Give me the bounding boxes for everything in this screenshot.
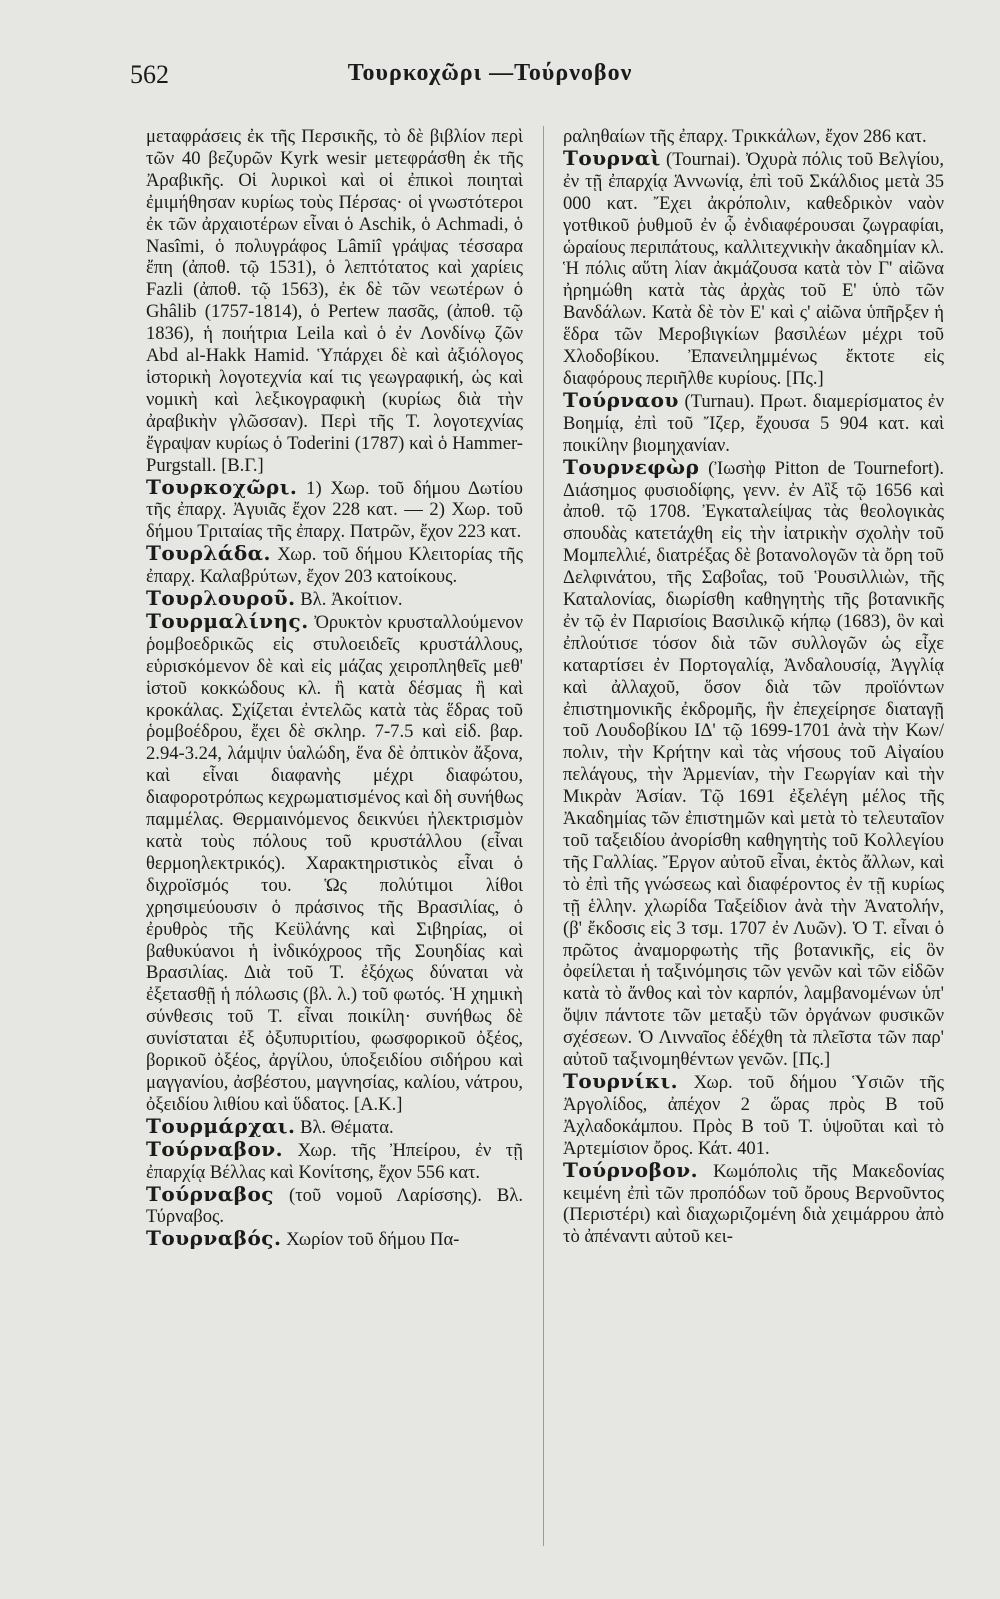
entry-text: Χωρ. τοῦ δήμου Ὑσιῶν τῆς Ἀργολίδος, ἀπέχον 2 ὥρας πρὸς Β τοῦ Ἀχλαδοκάμπου. Πρὸς Β τοῦ Τ. ὑψοῦται καὶ τὸ Ἀρτεμίσιον ὄρος. Κάτ. 401. xyxy=(563,1071,944,1159)
running-title: Τουρκοχῶρι —Τούρνοβον xyxy=(347,60,633,86)
dictionary-entry xyxy=(146,588,523,611)
dictionary-entry xyxy=(563,126,944,148)
dictionary-entry xyxy=(563,1068,944,1160)
dictionary-entry xyxy=(146,1113,523,1139)
right-column xyxy=(563,126,944,1248)
entry-headword: Τουρμάρχαι. xyxy=(146,1113,296,1138)
entry-headword: Τουρλουροῦ. xyxy=(146,586,296,611)
column-divider xyxy=(543,126,544,1546)
entry-headword: Τουρμαλίνης. xyxy=(146,608,309,633)
entry-headword: Τουρναβός. xyxy=(146,1226,282,1251)
entry-headword: Τούρναου xyxy=(563,387,679,412)
entry-headword: Τουρκοχῶρι. xyxy=(146,474,298,499)
entry-text: Βλ. Θέματα. xyxy=(295,1116,394,1138)
dictionary-entry xyxy=(146,1228,523,1251)
page-header xyxy=(130,60,850,100)
entry-text: (Tournai). Ὀχυρὰ πόλις τοῦ Βελγίου, ἐν τῇ ἐπαρχίᾳ Ἁννωνίᾳ, ἐπὶ τοῦ Σκάλδιος μετὰ 35 000 κατ. Ἔχει ἀκρόπολιν, καθεδρικὸν ναὸν γοτθικοῦ ῥυθμοῦ ἐν ᾧ ἐνδιαφέρουσαι ζωγραφίαι, ὡραίους περιπάτους, καλλιτεχνικὴν ἀκαδημίαν κλ. Ἡ πόλις αὕτη λίαν ἀκμάζουσα κατὰ τὸν Γ' αἰῶνα ἠρημώθη κατὰ τὰς ἀρχὰς τοῦ Ε' ὑπὸ τῶν Βανδάλων. Κατὰ δὲ τὸν Ε' καὶ ς' αἰῶνα ὑπῆρξεν ἡ ἕδρα τῶν Μεροβιγκίων βασιλέων μέχρι τοῦ Χλοδοβίκου. Ἐπανειλημμένως ἔκτοτε εἰς διαφόρους περιῆλθε κυρίους. [Πς.] xyxy=(563,148,944,389)
entry-headword: Τουρνίκι. xyxy=(563,1068,679,1093)
dictionary-entry xyxy=(563,1157,944,1249)
entry-text: Χωρ. τῆς Ἠπείρου, ἐν τῇ ἐπαρχίᾳ Βέλλας καὶ Κονίτσης, ἔχον 556 κατ. xyxy=(146,1139,523,1183)
entry-text: Κωμόπολις τῆς Μακεδονίας κειμένη ἐπὶ τῶν προπόδων τοῦ ὄρους Βερνοῦντος (Περιστέρι) καὶ διαχωριζομένη διὰ χειμάρρου ἀπὸ τὸ ἀπέναντι αὐτοῦ κει- xyxy=(563,1160,944,1248)
dictionary-entry xyxy=(563,454,944,1071)
dictionary-entry xyxy=(563,145,944,390)
entry-text: (Ἰωσὴφ Pitton de Tournefort). Διάσημος φυσιοδίφης, γενν. ἐν Αἲξ τῷ 1656 καὶ ἀποθ. τῷ 1708. Ἐγκαταλείψας τὰς θεολογικὰς σπουδὰς κατετάχθη εἰς τὴν ἰατρικὴν σχολὴν τοῦ Μομπελλιέ, διατρέξας δὲ βοτανολογῶν τὰ ὄρη τοῦ Δελφινάτου, τῆς Σαβοΐας, τοῦ Ῥουσιλλιὼν, τῆς Καταλονίας, διωρίσθη καθηγητὴς τῆς βοτανικῆς ἐν τῷ ἐν Παρισίοις Βασιλικῷ κήπῳ (1683), ὃν καὶ ἐπλούτισε τόσον διὰ τῶν συλλογῶν ὡς εἶχε καταρτίσει ἐν Πορτογαλίᾳ, Ἀνδαλουσίᾳ, Ἀγγλίᾳ καὶ ἀλλαχοῦ, ὅσον διὰ τῶν προϊόντων ἐπιστημονικῆς ἐκδρομῆς, ἣν ἐπεχείρησε διαταγῇ τοῦ Λουδοβίκου ΙΔ' τῷ 1699-1701 ἀνὰ τὴν Κων/πολιν, τὴν Κρήτην καὶ τὰς νήσους τοῦ Αἰγαίου πελάγους, τὴν Ἀρμενίαν, τὴν Γεωργίαν καὶ τὴν Μικρὰν Ἀσίαν. Τῷ 1691 ἐξελέγη μέλος τῆς Ἀκαδημίας τῶν ἐπιστημῶν καὶ μετὰ τὸ τελευταῖον τοῦ ταξειδίου ἀνορίσθη καθηγητὴς τοῦ Κολλεγίου τῆς Γαλλίας. Ἔργον αὐτοῦ εἶναι, ἐκτὸς ἄλλων, καὶ τὸ ἐπὶ τῆς γνώσεως καὶ διαφέροντος ἐν τῇ κυρίως τῇ ἑλλην. χλωρίδα Ταξείδιον ἀνὰ τὴν Ἀνατολήν, (β' ἔκδοσις εἰς 3 τσμ. 1707 ἐν Λυῶν). Ὁ Τ. εἶναι ὁ πρῶτος ἀναμορφωτὴς τῆς βοτανικῆς, εἰς ὃν ὀφείλεται ἡ ταξινόμησις τῶν γενῶν καὶ τῶν εἰδῶν κατὰ τὸ ἄνθος καὶ τὸν καρπόν, λαμβανομένων ὑπ' ὄψιν πάντοτε τῶν μεταξὺ τῶν ὀργάνων φυσικῶν σχέσεων. Ὁ Λινναῖος ἐδέχθη τὰ πλεῖστα τῶν παρ' αὐτοῦ ταξινομηθέντων γενῶν. [Πς.] xyxy=(563,457,944,1071)
entry-text: μεταφράσεις ἐκ τῆς Περσικῆς, τὸ δὲ βιβλίον περὶ τῶν 40 βεζυρῶν Kyrk wesir μετεφράσθη ἐκ τῆς Ἀραβικῆς. Οἱ λυρικοὶ καὶ οἱ ἐπικοὶ ποιηταὶ ἐμιμήθησαν κυρίως τοὺς Πέρσας· οἱ γνωστότεροι ἐκ τῶν ἀρχαιοτέρων εἶναι ὁ Aschik, ὁ Achmadi, ὁ Nasîmi, ὁ πολυγράφος Lâmiî γράψας τέσσαρα ἔπη (ἀποθ. τῷ 1531), ὁ λεπτότατος καὶ χαρίεις Fazli (ἀποθ. τῷ 1563), ἐκ δὲ τῶν νεωτέρων ὁ Ghâlib (1757-1814), ὁ Pertew πασᾶς, (ἀποθ. τῷ 1836), ἡ ποιήτρια Leila καὶ ὁ ἐν Λονδίνῳ ζῶν Abd al-Hakk Hamid. Ὑπάρχει δὲ καὶ ἀξιόλογος ἱστορικὴ λογοτεχνία καί τις γεωγραφική, ὡς καὶ νομικὴ καὶ λεξικογραφικὴ (κυρίως διὰ τὴν ἀραβικὴν γλῶσσαν). Περὶ τῆς Τ. λογοτεχνίας ἔγραψαν κυρίως ὁ Toderini (1787) καὶ ὁ Hammer-Purgstall. [Β.Γ.] xyxy=(146,126,523,476)
entry-text: Βλ. Ἀκοίτιον. xyxy=(295,589,403,611)
dictionary-entry xyxy=(146,543,523,588)
entry-headword: Τουρναὶ xyxy=(563,145,661,170)
dictionary-entry xyxy=(563,387,944,457)
entry-text: Χωρ. τοῦ δήμου Κλειτορίας τῆς ἐπαρχ. Καλαβρύτων, ἔχον 203 κατοίκους. xyxy=(146,544,523,588)
dictionary-entry xyxy=(146,1181,523,1229)
entry-text: Ὀρυκτὸν κρυσταλλούμενον ῥομβοεδρικῶς εἰς στυλοειδεῖς κρυστάλλους, εὑρισκόμενον δὲ καὶ εἰς μάζας χειροπληθεῖς μεθ' ἱστοῦ κοκκώδους κλ. ἢ κατὰ δέσμας ἢ καὶ κροκάλας. Σχίζεται ἐντελῶς κατὰ τὰς ἕδρας τοῦ ῥομβοέδρου, ἔχει δὲ σκληρ. 7-7.5 καὶ εἰδ. βαρ. 2.94-3.24, λάμψιν ὑαλώδη, ἕνα δὲ ὀπτικὸν ἄξονα, καὶ εἶναι διαφανὴς μέχρι διαφώτου, διαφοροτρόπως κεχρωματισμένος καὶ δὴ συνήθως παμμέλας. Θερμαινόμενος δεικνύει ἠλεκτρισμὸν κατὰ τοὺς πόλους τοῦ κρυστάλλου (εἶναι θερμοηλεκτρικός). Χαρακτηριστικὸς εἶναι ὁ διχροϊσμός του. Ὡς πολύτιμοι λίθοι χρησιμεύουσιν ὁ πράσινος τῆς Βρασιλίας, ὁ ἐρυθρὸς τῆς Κεϋλάνης καὶ Σιβηρίας, οἱ βαθυκύανοι ἡ ἰνδικόχροος τῆς Σουηδίας καὶ Βρασιλίας. Διὰ τοῦ Τ. ἐξόχως δύναται νὰ ἐξετασθῇ ἡ πόλωσις (βλ. λ.) τοῦ φωτός. Ἡ χημικὴ σύνθεσις τοῦ Τ. εἶναι ποικίλη· συνήθως δὲ συνίσταται ἐξ ὀξυπυριτίου, φωσφορικοῦ ὀξέος, βορικοῦ ὀξέος, ἀργίλου, ὑποξειδίου σιδήρου καὶ μαγγανίου, ἀσβέστου, μαγνησίας, καλίου, νάτρου, ὀξειδίου λιθίου καὶ ὕδατος. [Α.Κ.] xyxy=(146,611,523,1115)
dictionary-entry xyxy=(146,126,523,477)
dictionary-entry xyxy=(146,1136,523,1184)
entry-headword: Τουρνεφὼρ xyxy=(563,454,700,479)
dictionary-entry xyxy=(146,608,523,1116)
entry-headword: Τούρνοβον. xyxy=(563,1157,699,1182)
left-column xyxy=(146,126,523,1251)
page-number: 562 xyxy=(130,60,169,89)
entry-text: (τοῦ νομοῦ Λαρίσσης). Βλ. Τύρναβος. xyxy=(146,1184,523,1228)
entry-text: (Turnau). Πρωτ. διαμερίσματος ἐν Βοημίᾳ, ἐπὶ τοῦ Ἴζερ, ἔχουσα 5 904 κατ. καὶ ποικίλην βιομηχανίαν. xyxy=(563,390,944,456)
entry-headword: Τουρλάδα. xyxy=(146,541,272,566)
entry-headword: Τούρναβος xyxy=(146,1181,274,1206)
entry-headword: Τούρναβον. xyxy=(146,1136,284,1161)
entry-text: Χωρίον τοῦ δήμου Πα- xyxy=(281,1229,460,1251)
entry-text: ραληθαίων τῆς ἐπαρχ. Τρικκάλων, ἔχον 286 κατ. xyxy=(563,126,927,147)
entry-text: 1) Χωρ. τοῦ δήμου Δωτίου τῆς ἐπαρχ. Ἀγυιᾶς ἔχον 228 κατ. — 2) Χωρ. τοῦ δήμου Τριταίας τῆς ἐπαρχ. Πατρῶν, ἔχον 223 κατ. xyxy=(146,477,523,543)
dictionary-entry xyxy=(146,474,523,544)
